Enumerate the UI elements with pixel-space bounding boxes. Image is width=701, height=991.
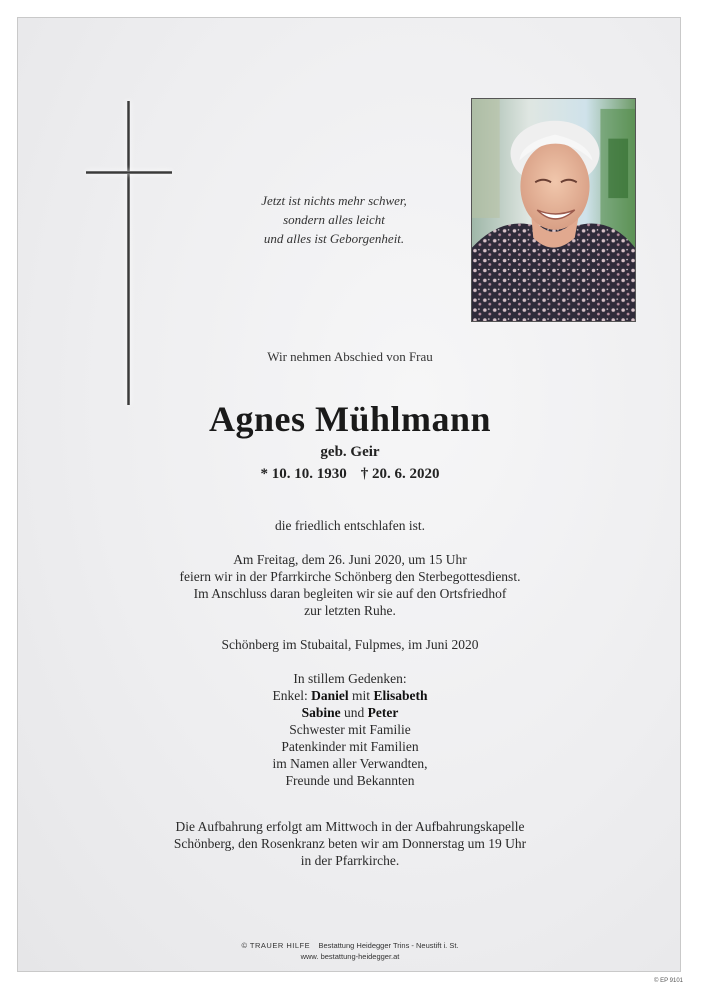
poem-line: Jetzt ist nichts mehr schwer, bbox=[261, 193, 407, 208]
service-line: feiern wir in der Pfarrkirche Schönberg den Sterbegottesdienst. bbox=[179, 569, 521, 584]
poem-line: sondern alles leicht bbox=[283, 212, 385, 227]
service-info bbox=[18, 551, 682, 619]
obituary-card bbox=[17, 17, 681, 972]
service-line: Im Anschluss daran begleiten wir sie auf den Ortsfriedhof bbox=[193, 586, 507, 601]
service-line: Am Freitag, dem 26. Juni 2020, um 15 Uhr bbox=[233, 552, 467, 567]
place-date: Schönberg im Stubaital, Fulpmes, im Juni 2020 bbox=[221, 637, 479, 652]
print-code: © EP 9101 bbox=[654, 978, 683, 984]
footer-brand: © TRAUER HILFE bbox=[241, 941, 311, 950]
portrait-photo bbox=[471, 98, 636, 322]
enkel-label: Enkel: bbox=[272, 688, 308, 703]
mourner-line bbox=[18, 687, 682, 704]
viewing-line: Schönberg, den Rosenkranz beten wir am Donnerstag um 19 Uhr bbox=[173, 836, 527, 851]
mourner-name: Sabine bbox=[301, 705, 341, 720]
peaceful-text: die friedlich entschlafen ist. bbox=[275, 518, 425, 533]
mourner-line: im Namen aller Verwandten, bbox=[272, 756, 428, 771]
footer-company: Bestattung Heidegger Trins - Neustift i. St. bbox=[318, 941, 459, 950]
connector-text: und bbox=[344, 705, 365, 720]
mourner-name: Daniel bbox=[311, 688, 349, 703]
viewing-line: Die Aufbahrung erfolgt am Mittwoch in der Aufbahrungskapelle bbox=[175, 819, 525, 834]
mourners-heading: In stillem Gedenken: bbox=[293, 671, 407, 686]
poem bbox=[228, 191, 440, 248]
mourner-line bbox=[18, 704, 682, 721]
birth-name: geb. Geir bbox=[320, 444, 380, 460]
mourner-line: Freunde und Bekannten bbox=[285, 773, 415, 788]
mourners bbox=[18, 670, 682, 789]
connector-text: mit bbox=[352, 688, 371, 703]
footer bbox=[18, 940, 682, 962]
intro-text: Wir nehmen Abschied von Frau bbox=[267, 349, 433, 364]
deceased-name: Agnes Mühlmann bbox=[208, 399, 492, 439]
footer-website: www. bestattung-heidegger.at bbox=[300, 952, 400, 961]
mourner-name: Peter bbox=[367, 705, 399, 720]
birth-date: * 10. 10. 1930 bbox=[260, 466, 347, 482]
viewing-line: in der Pfarrkirche. bbox=[300, 853, 400, 868]
service-line: zur letzten Ruhe. bbox=[304, 603, 396, 618]
viewing-info bbox=[18, 818, 682, 869]
life-dates bbox=[18, 466, 682, 483]
poem-line: und alles ist Geborgenheit. bbox=[263, 231, 405, 246]
mourner-line: Schwester mit Familie bbox=[289, 722, 411, 737]
mourner-line: Patenkinder mit Familien bbox=[281, 739, 419, 754]
mourner-name: Elisabeth bbox=[373, 688, 428, 703]
death-date: † 20. 6. 2020 bbox=[360, 466, 440, 482]
